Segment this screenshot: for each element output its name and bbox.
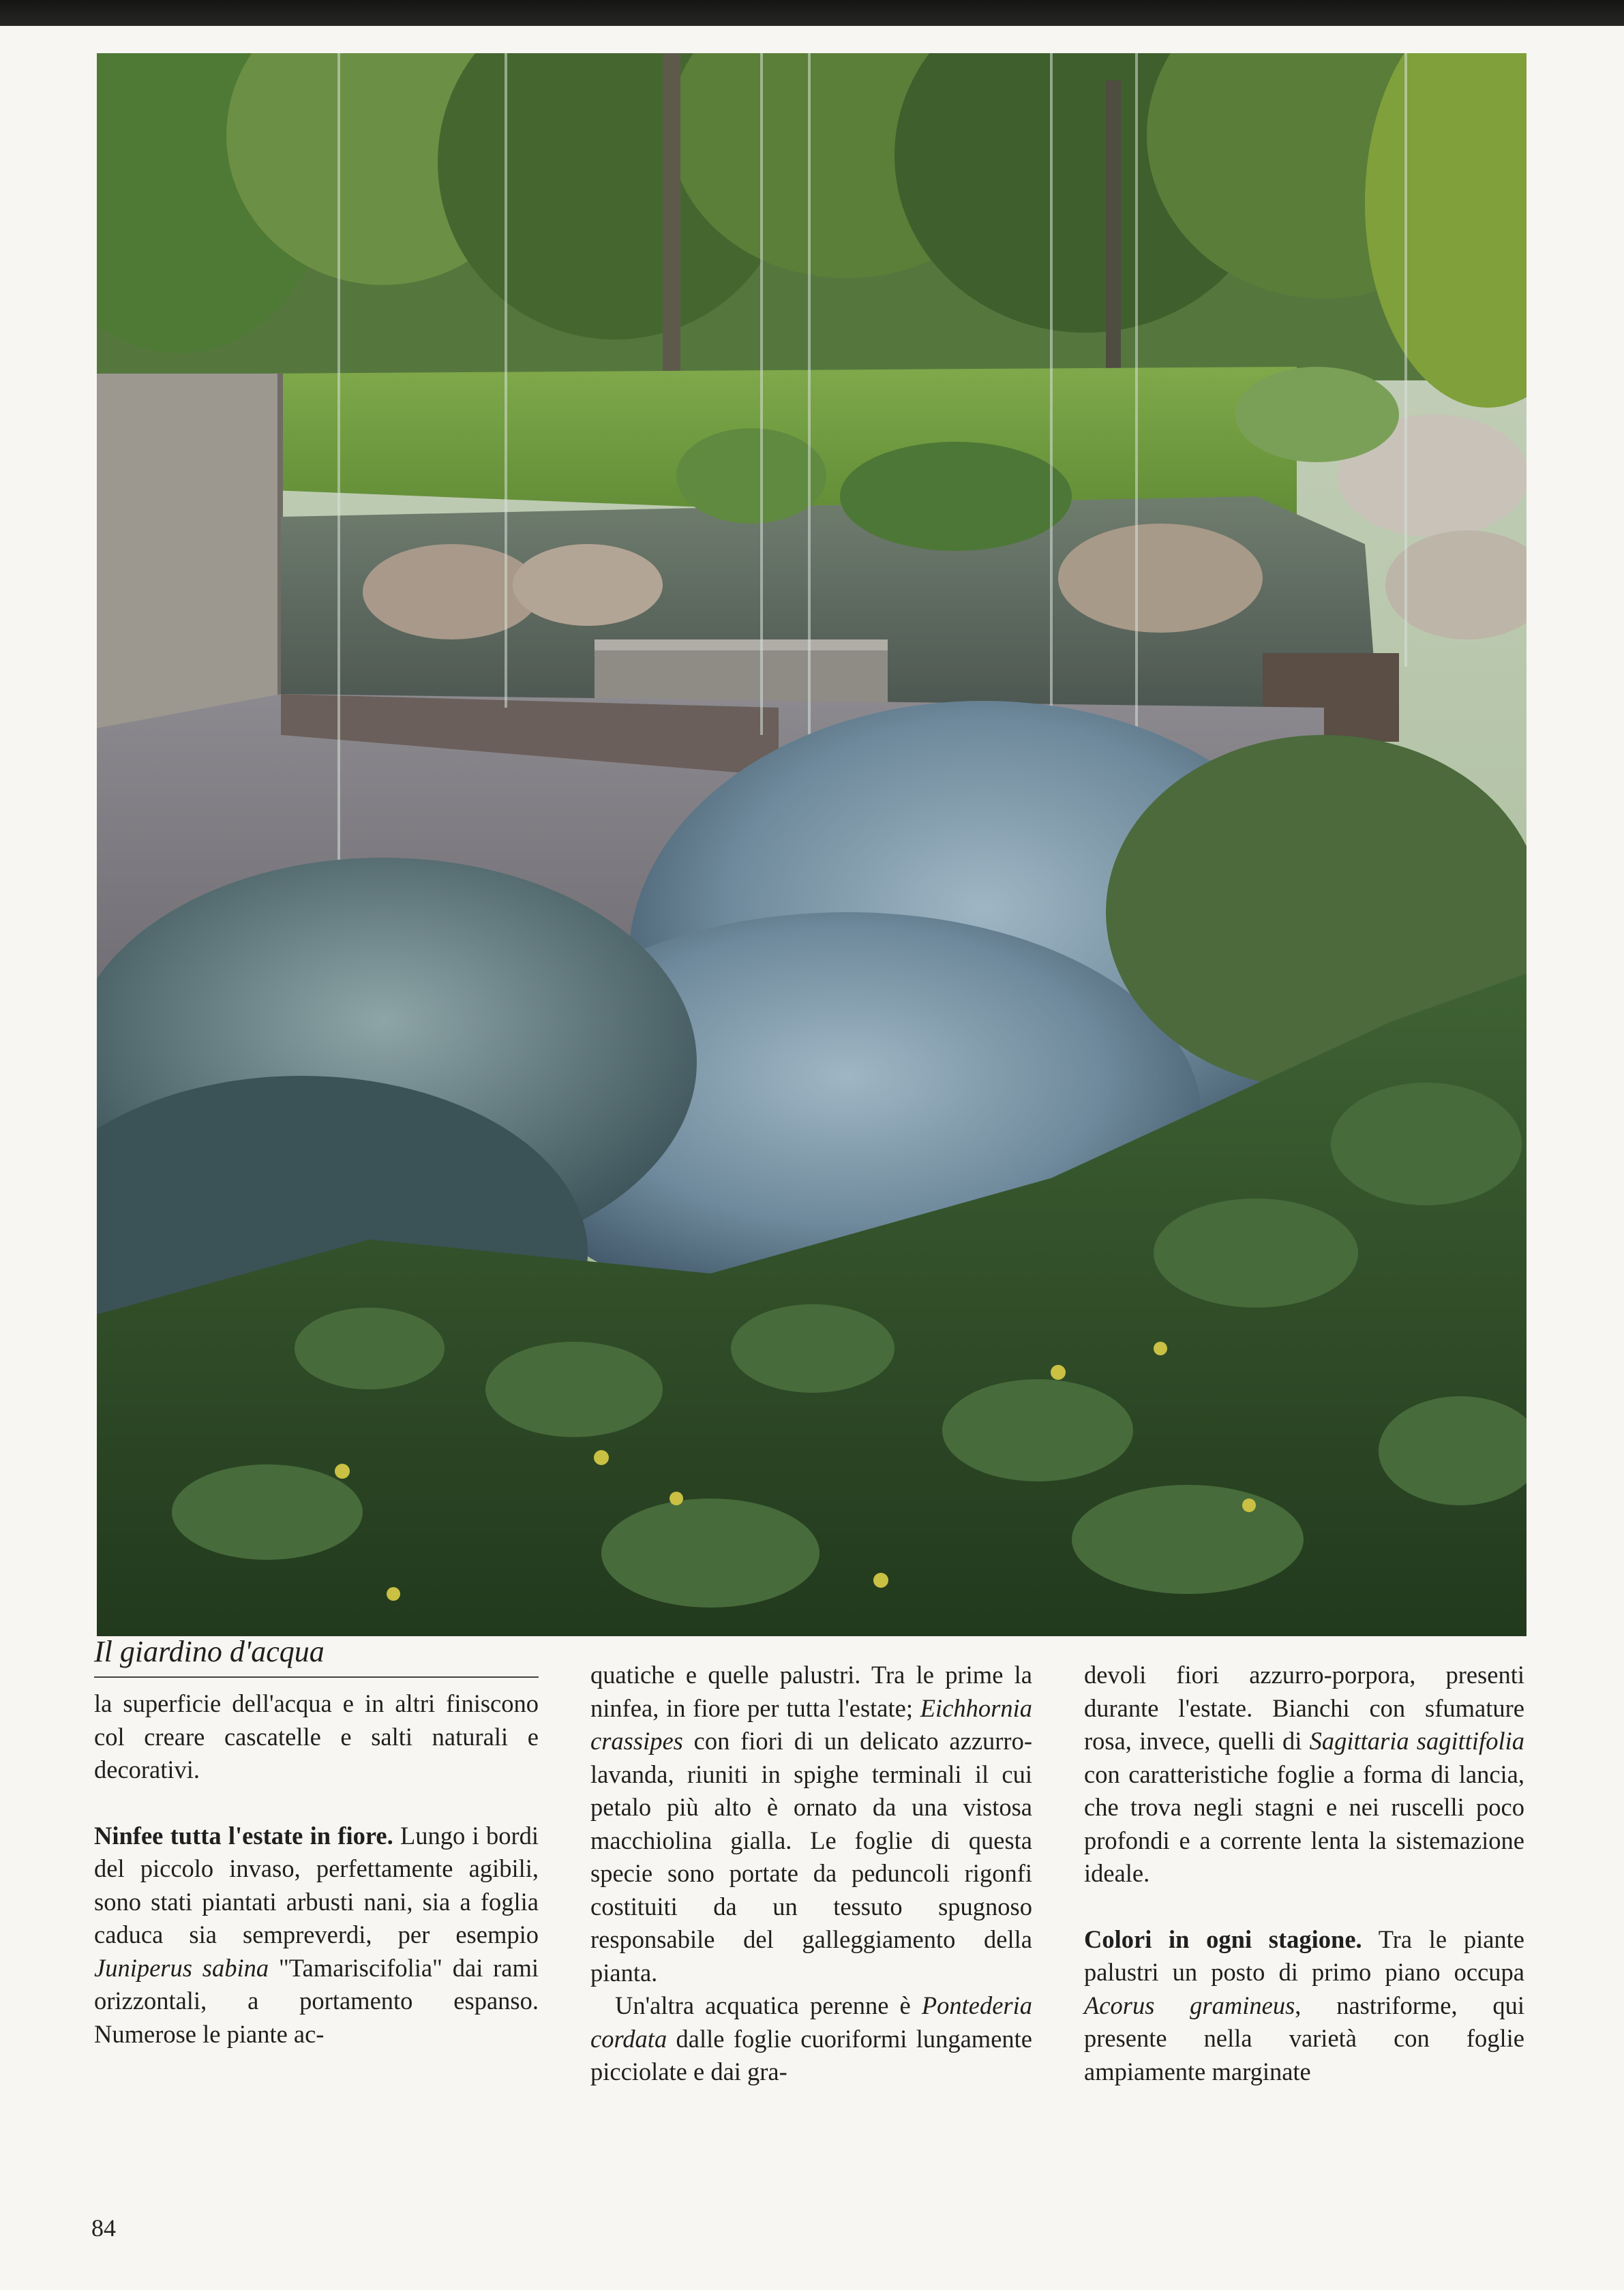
magazine-page xyxy=(0,26,1624,2290)
page-number: 84 xyxy=(91,2214,116,2242)
paragraph-colori: Colori in ogni stagione. Tra le piante palustri un posto di primo piano occupa Acorus gramineus, nastriforme, qui presente nella varietà con foglie ampiamente marginate xyxy=(1084,1925,1524,2085)
paragraph-sagittaria: devoli fiori azzurro-porpora, presenti durante l'estate. Bianchi con sfumature rosa, invece, quelli di Sagittaria sagittifolia con caratteristiche foglie a forma di lancia, che trova negli stagni e nei ruscelli poco profondi e a corrente lenta la sistemazione ideale. xyxy=(1084,1661,1524,1887)
subheading-colori: Colori in ogni stagione. xyxy=(1084,1925,1362,1953)
paragraph-ninfee: Ninfee tutta l'estate in fiore. Lungo i bordi del piccolo invaso, perfettamente agibili, sono stati piantati arbusti nani, sia a foglia caduca sia sempreverdi, per esempio Juniperus sabina "Tamariscifolia" dai rami orizzontali, a portamento espanso. Numerose le piante ac- xyxy=(94,1821,539,2048)
paragraph-1: la superficie dell'acqua e in altri finiscono col creare cascatelle e salti naturali e decorativi. xyxy=(94,1689,539,1783)
text-column-2 xyxy=(590,1659,1032,2089)
paragraph-pontederia: Un'altra acquatica perenne è Pontederia cordata dalle foglie cuoriformi lungamente picciolate e dai gra- xyxy=(590,1991,1032,2085)
subheading-ninfee: Ninfee tutta l'estate in fiore. xyxy=(94,1821,393,1850)
section-title: Il giardino d'acqua xyxy=(94,1633,539,1678)
text-column-1 xyxy=(94,1633,539,2051)
garden-photo xyxy=(97,53,1527,1636)
paragraph-acquatiche: quatiche e quelle palustri. Tra le prime la ninfea, in fiore per tutta l'estate; Eichhornia crassipes con fiori di un delicato azzurro-lavanda, riuniti in spighe terminali il cui petalo più alto è ornato da una vistosa macchiolina gialla. Le foglie di questa specie sono portate da peduncoli rigonfi costituiti da un tessuto spugnoso responsabile del galleggiamento della pianta. xyxy=(590,1661,1032,1987)
garden-pond-illustration xyxy=(97,53,1527,1636)
text-column-3 xyxy=(1084,1659,1524,2088)
